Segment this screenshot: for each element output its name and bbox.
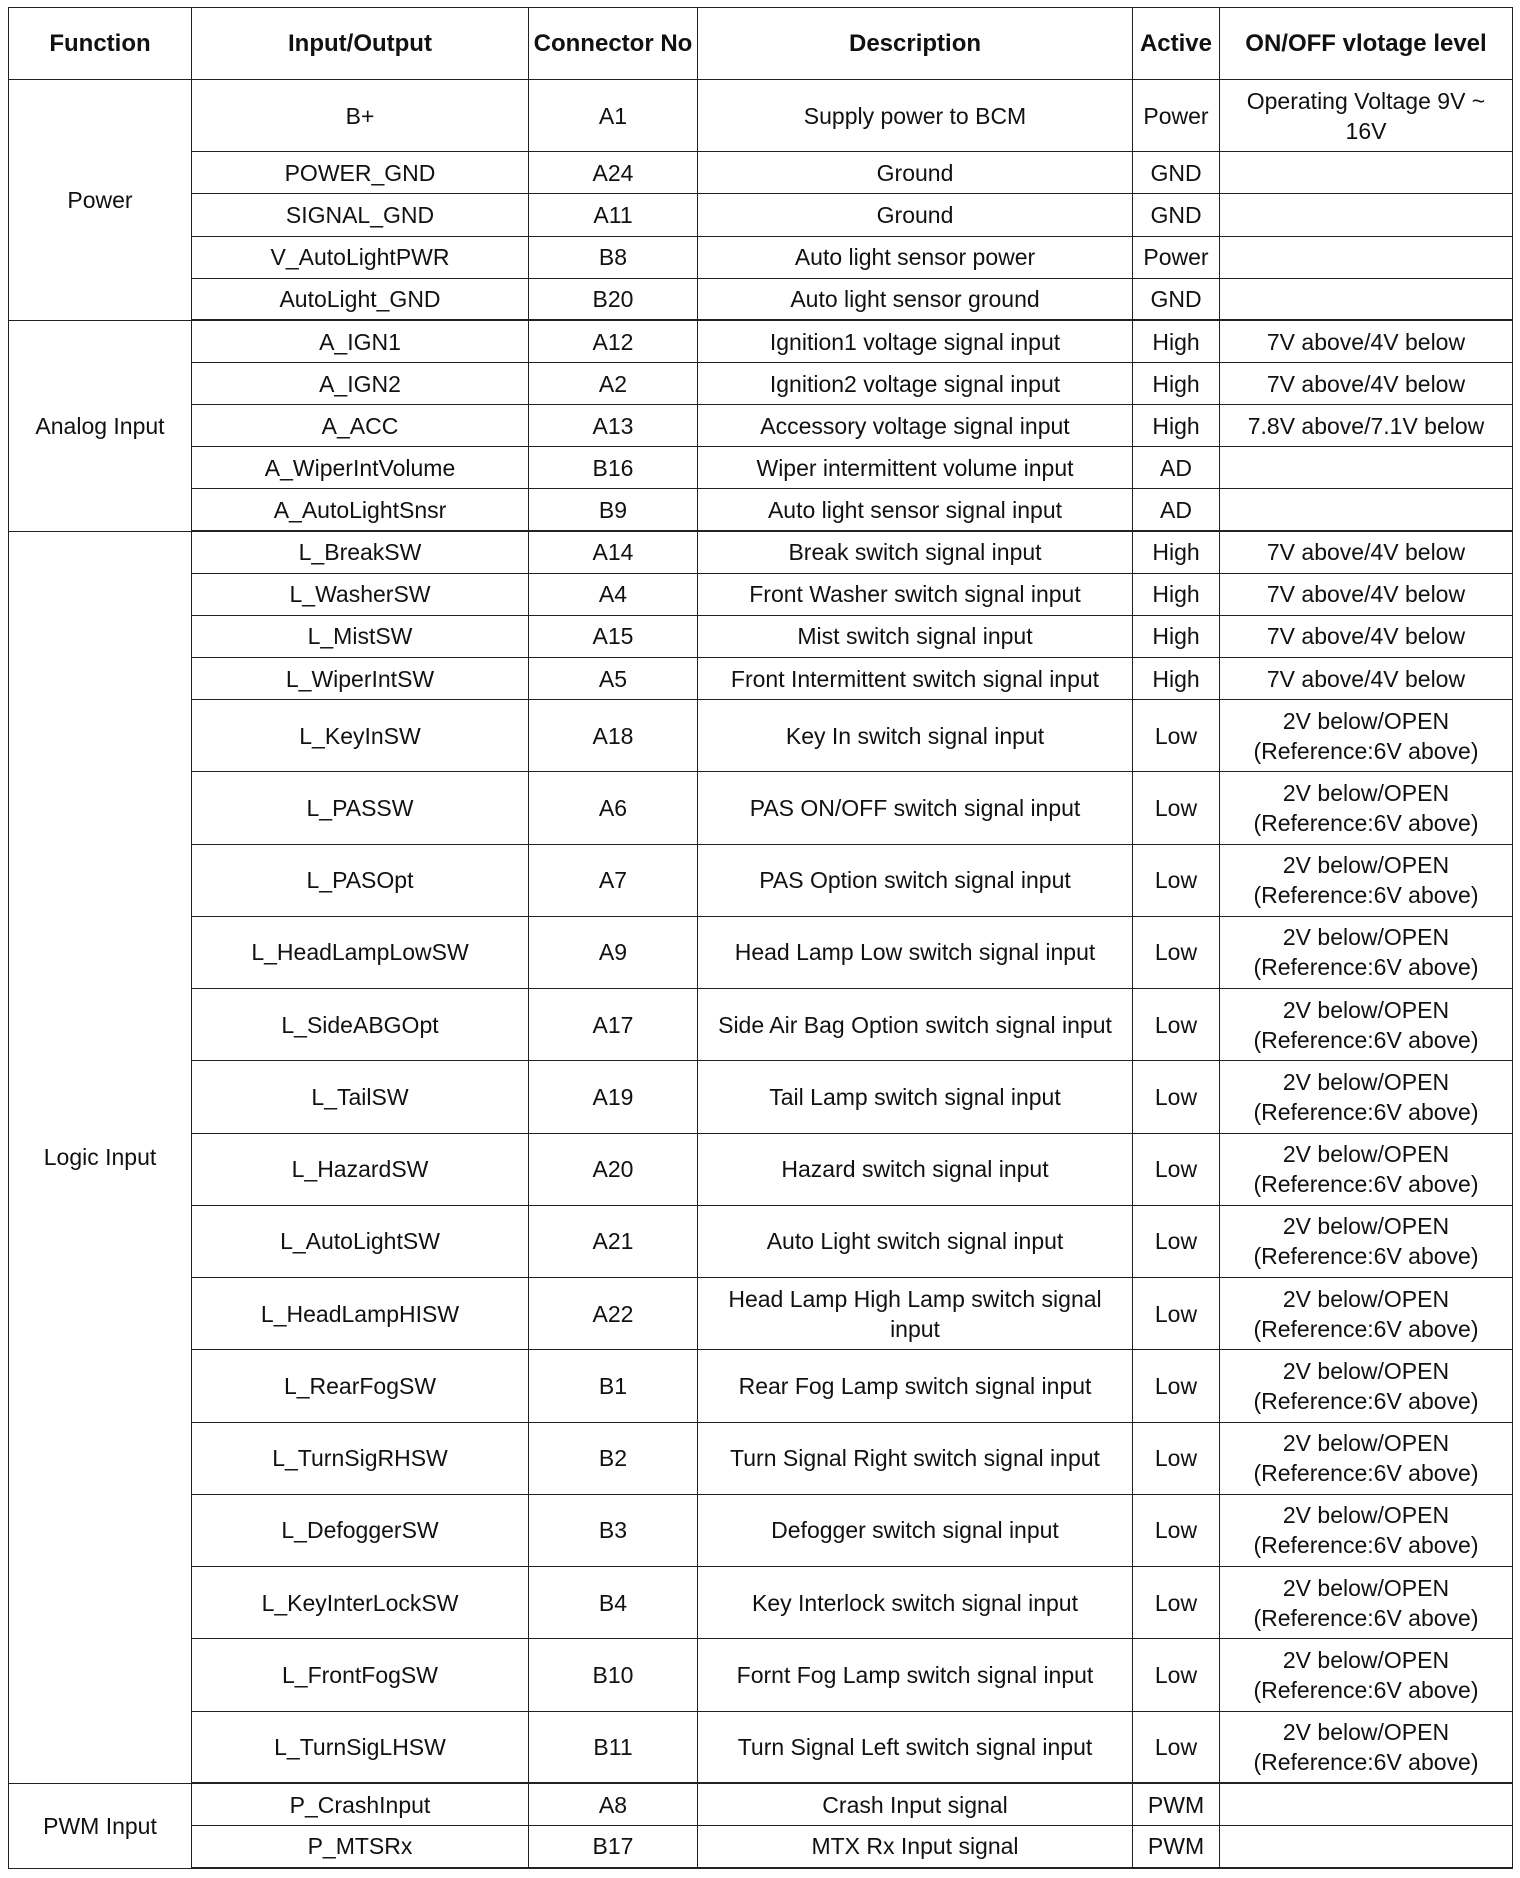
function-group-cell: PWM Input: [9, 1783, 192, 1868]
io-cell: L_HeadLampLowSW: [192, 916, 529, 988]
voltage-level-cell: 2V below/OPEN (Reference:6V above): [1220, 989, 1513, 1061]
table-row: [9, 405, 1513, 447]
voltage-level-cell: [1220, 1783, 1513, 1825]
io-cell: P_MTSRx: [192, 1825, 529, 1868]
table-row: [9, 1711, 1513, 1783]
active-cell: Low: [1133, 1639, 1220, 1711]
connector-cell: B9: [529, 489, 698, 531]
table-row: [9, 236, 1513, 278]
active-cell: High: [1133, 615, 1220, 657]
table-row: [9, 1061, 1513, 1133]
io-cell: L_HeadLampHISW: [192, 1278, 529, 1350]
voltage-level-cell: 2V below/OPEN (Reference:6V above): [1220, 1422, 1513, 1494]
active-cell: Low: [1133, 989, 1220, 1061]
connector-cell: A21: [529, 1205, 698, 1277]
description-cell: Key In switch signal input: [698, 700, 1133, 772]
header-row: [9, 8, 1513, 80]
active-cell: GND: [1133, 152, 1220, 194]
voltage-level-cell: 2V below/OPEN (Reference:6V above): [1220, 1133, 1513, 1205]
header-input-output: Input/Output: [192, 8, 529, 80]
io-cell: L_BreakSW: [192, 531, 529, 573]
connector-cell: A9: [529, 916, 698, 988]
description-cell: Ignition1 voltage signal input: [698, 320, 1133, 362]
io-cell: L_FrontFogSW: [192, 1639, 529, 1711]
connector-cell: A5: [529, 657, 698, 699]
description-cell: MTX Rx Input signal: [698, 1825, 1133, 1868]
table-row: [9, 447, 1513, 489]
table-row: [9, 772, 1513, 844]
io-cell: A_WiperIntVolume: [192, 447, 529, 489]
table-row: [9, 278, 1513, 320]
connector-cell: B2: [529, 1422, 698, 1494]
active-cell: Low: [1133, 916, 1220, 988]
io-cell: L_PASSW: [192, 772, 529, 844]
io-cell: L_HazardSW: [192, 1133, 529, 1205]
io-cell: L_KeyInSW: [192, 700, 529, 772]
description-cell: Crash Input signal: [698, 1783, 1133, 1825]
description-cell: Front Intermittent switch signal input: [698, 657, 1133, 699]
active-cell: Low: [1133, 844, 1220, 916]
active-cell: GND: [1133, 194, 1220, 236]
voltage-level-cell: 2V below/OPEN (Reference:6V above): [1220, 700, 1513, 772]
connector-cell: A12: [529, 320, 698, 362]
connector-cell: A20: [529, 1133, 698, 1205]
voltage-level-cell: [1220, 194, 1513, 236]
voltage-level-cell: [1220, 1825, 1513, 1868]
io-cell: A_IGN1: [192, 320, 529, 362]
active-cell: High: [1133, 405, 1220, 447]
table-row: [9, 1494, 1513, 1566]
connector-cell: B8: [529, 236, 698, 278]
connector-cell: B11: [529, 1711, 698, 1783]
table-row: [9, 1825, 1513, 1868]
io-cell: V_AutoLightPWR: [192, 236, 529, 278]
description-cell: Rear Fog Lamp switch signal input: [698, 1350, 1133, 1422]
table-row: [9, 657, 1513, 699]
description-cell: Auto Light switch signal input: [698, 1205, 1133, 1277]
active-cell: Low: [1133, 772, 1220, 844]
active-cell: Low: [1133, 1350, 1220, 1422]
table-row: [9, 489, 1513, 531]
table-row: [9, 1639, 1513, 1711]
description-cell: Front Washer switch signal input: [698, 573, 1133, 615]
table-row: [9, 989, 1513, 1061]
voltage-level-cell: 7V above/4V below: [1220, 657, 1513, 699]
active-cell: Low: [1133, 1711, 1220, 1783]
voltage-level-cell: 2V below/OPEN (Reference:6V above): [1220, 916, 1513, 988]
table-row: [9, 320, 1513, 362]
description-cell: Wiper intermittent volume input: [698, 447, 1133, 489]
voltage-level-cell: 2V below/OPEN (Reference:6V above): [1220, 1350, 1513, 1422]
description-cell: Turn Signal Right switch signal input: [698, 1422, 1133, 1494]
active-cell: High: [1133, 531, 1220, 573]
connector-cell: A24: [529, 152, 698, 194]
active-cell: AD: [1133, 489, 1220, 531]
table-row: [9, 1350, 1513, 1422]
voltage-level-cell: 2V below/OPEN (Reference:6V above): [1220, 1494, 1513, 1566]
connector-cell: B3: [529, 1494, 698, 1566]
connector-cell: A17: [529, 989, 698, 1061]
connector-cell: A7: [529, 844, 698, 916]
connector-cell: A15: [529, 615, 698, 657]
voltage-level-cell: [1220, 447, 1513, 489]
io-cell: B+: [192, 80, 529, 152]
io-cell: L_TurnSigLHSW: [192, 1711, 529, 1783]
connector-cell: B16: [529, 447, 698, 489]
function-group-cell: Logic Input: [9, 531, 192, 1783]
table-row: [9, 194, 1513, 236]
table-body: [9, 80, 1513, 1869]
active-cell: AD: [1133, 447, 1220, 489]
active-cell: Low: [1133, 1061, 1220, 1133]
table-row: [9, 700, 1513, 772]
description-cell: Auto light sensor ground: [698, 278, 1133, 320]
voltage-level-cell: 2V below/OPEN (Reference:6V above): [1220, 1061, 1513, 1133]
table-row: [9, 1205, 1513, 1277]
voltage-level-cell: 2V below/OPEN (Reference:6V above): [1220, 844, 1513, 916]
table-row: [9, 1278, 1513, 1350]
connector-cell: A4: [529, 573, 698, 615]
description-cell: Break switch signal input: [698, 531, 1133, 573]
io-cell: A_AutoLightSnsr: [192, 489, 529, 531]
description-cell: Turn Signal Left switch signal input: [698, 1711, 1133, 1783]
io-cell: L_WasherSW: [192, 573, 529, 615]
table-row: [9, 1567, 1513, 1639]
table-row: [9, 844, 1513, 916]
table-row: [9, 1133, 1513, 1205]
function-group-cell: Power: [9, 80, 192, 321]
io-cell: SIGNAL_GND: [192, 194, 529, 236]
description-cell: Fornt Fog Lamp switch signal input: [698, 1639, 1133, 1711]
active-cell: Low: [1133, 1133, 1220, 1205]
voltage-level-cell: 7V above/4V below: [1220, 320, 1513, 362]
connector-cell: A1: [529, 80, 698, 152]
io-cell: L_AutoLightSW: [192, 1205, 529, 1277]
connector-cell: A6: [529, 772, 698, 844]
description-cell: Side Air Bag Option switch signal input: [698, 989, 1133, 1061]
description-cell: Defogger switch signal input: [698, 1494, 1133, 1566]
voltage-level-cell: [1220, 489, 1513, 531]
active-cell: Power: [1133, 236, 1220, 278]
description-cell: Auto light sensor power: [698, 236, 1133, 278]
description-cell: Head Lamp Low switch signal input: [698, 916, 1133, 988]
active-cell: High: [1133, 362, 1220, 404]
description-cell: Head Lamp High Lamp switch signal input: [698, 1278, 1133, 1350]
description-cell: Mist switch signal input: [698, 615, 1133, 657]
io-cell: POWER_GND: [192, 152, 529, 194]
header-connector-no: Connector No: [529, 8, 698, 80]
active-cell: Low: [1133, 700, 1220, 772]
voltage-level-cell: Operating Voltage 9V ~ 16V: [1220, 80, 1513, 152]
voltage-level-cell: [1220, 278, 1513, 320]
active-cell: GND: [1133, 278, 1220, 320]
header-active: Active: [1133, 8, 1220, 80]
active-cell: Low: [1133, 1278, 1220, 1350]
voltage-level-cell: 2V below/OPEN (Reference:6V above): [1220, 1639, 1513, 1711]
active-cell: PWM: [1133, 1825, 1220, 1868]
table-row: [9, 1422, 1513, 1494]
description-cell: Ignition2 voltage signal input: [698, 362, 1133, 404]
description-cell: PAS ON/OFF switch signal input: [698, 772, 1133, 844]
connector-cell: A2: [529, 362, 698, 404]
voltage-level-cell: 7V above/4V below: [1220, 615, 1513, 657]
voltage-level-cell: 2V below/OPEN (Reference:6V above): [1220, 772, 1513, 844]
description-cell: Tail Lamp switch signal input: [698, 1061, 1133, 1133]
voltage-level-cell: [1220, 152, 1513, 194]
description-cell: PAS Option switch signal input: [698, 844, 1133, 916]
voltage-level-cell: 7V above/4V below: [1220, 362, 1513, 404]
connector-cell: A22: [529, 1278, 698, 1350]
connector-cell: B17: [529, 1825, 698, 1868]
active-cell: Low: [1133, 1494, 1220, 1566]
table-row: [9, 916, 1513, 988]
io-cell: L_RearFogSW: [192, 1350, 529, 1422]
active-cell: Low: [1133, 1567, 1220, 1639]
description-cell: Supply power to BCM: [698, 80, 1133, 152]
active-cell: Low: [1133, 1205, 1220, 1277]
description-cell: Ground: [698, 152, 1133, 194]
description-cell: Accessory voltage signal input: [698, 405, 1133, 447]
active-cell: High: [1133, 320, 1220, 362]
active-cell: Power: [1133, 80, 1220, 152]
connector-cell: A11: [529, 194, 698, 236]
io-cell: A_ACC: [192, 405, 529, 447]
connector-cell: A18: [529, 700, 698, 772]
voltage-level-cell: 7.8V above/7.1V below: [1220, 405, 1513, 447]
function-group-cell: Analog Input: [9, 320, 192, 531]
active-cell: High: [1133, 573, 1220, 615]
header-function: Function: [9, 8, 192, 80]
description-cell: Hazard switch signal input: [698, 1133, 1133, 1205]
io-cell: L_TurnSigRHSW: [192, 1422, 529, 1494]
connector-cell: B10: [529, 1639, 698, 1711]
description-cell: Key Interlock switch signal input: [698, 1567, 1133, 1639]
active-cell: Low: [1133, 1422, 1220, 1494]
connector-cell: A13: [529, 405, 698, 447]
voltage-level-cell: 2V below/OPEN (Reference:6V above): [1220, 1711, 1513, 1783]
io-cell: L_MistSW: [192, 615, 529, 657]
table-row: [9, 573, 1513, 615]
io-cell: P_CrashInput: [192, 1783, 529, 1825]
io-cell: L_TailSW: [192, 1061, 529, 1133]
table-row: [9, 531, 1513, 573]
header-description: Description: [698, 8, 1133, 80]
connector-cell: B20: [529, 278, 698, 320]
table-row: [9, 80, 1513, 152]
voltage-level-cell: 2V below/OPEN (Reference:6V above): [1220, 1278, 1513, 1350]
connector-cell: B1: [529, 1350, 698, 1422]
connector-cell: A14: [529, 531, 698, 573]
io-cell: L_KeyInterLockSW: [192, 1567, 529, 1639]
description-cell: Auto light sensor signal input: [698, 489, 1133, 531]
active-cell: High: [1133, 657, 1220, 699]
bcm-pin-table: [8, 7, 1513, 1869]
voltage-level-cell: 2V below/OPEN (Reference:6V above): [1220, 1205, 1513, 1277]
description-cell: Ground: [698, 194, 1133, 236]
connector-cell: A8: [529, 1783, 698, 1825]
io-cell: L_WiperIntSW: [192, 657, 529, 699]
active-cell: PWM: [1133, 1783, 1220, 1825]
connector-cell: B4: [529, 1567, 698, 1639]
table-row: [9, 1783, 1513, 1825]
io-cell: L_DefoggerSW: [192, 1494, 529, 1566]
io-cell: A_IGN2: [192, 362, 529, 404]
table-row: [9, 615, 1513, 657]
header-voltage-level: ON/OFF vlotage level: [1220, 8, 1513, 80]
connector-cell: A19: [529, 1061, 698, 1133]
table-row: [9, 362, 1513, 404]
voltage-level-cell: 7V above/4V below: [1220, 531, 1513, 573]
io-cell: AutoLight_GND: [192, 278, 529, 320]
io-cell: L_PASOpt: [192, 844, 529, 916]
voltage-level-cell: 7V above/4V below: [1220, 573, 1513, 615]
io-cell: L_SideABGOpt: [192, 989, 529, 1061]
table-row: [9, 152, 1513, 194]
voltage-level-cell: 2V below/OPEN (Reference:6V above): [1220, 1567, 1513, 1639]
voltage-level-cell: [1220, 236, 1513, 278]
